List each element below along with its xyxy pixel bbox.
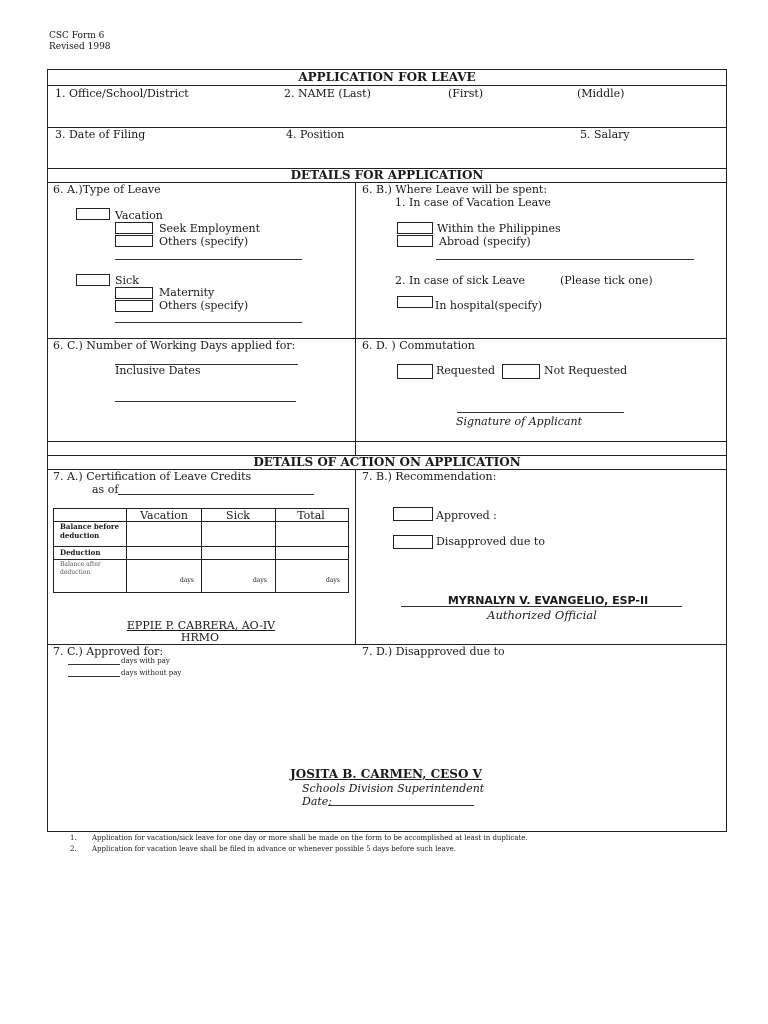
others-sick-line[interactable] bbox=[115, 322, 302, 323]
within-ph-checkbox[interactable] bbox=[397, 222, 433, 234]
not-requested-label: Not Requested bbox=[544, 364, 628, 377]
maternity-checkbox[interactable] bbox=[115, 287, 153, 299]
requested-label: Requested bbox=[436, 364, 496, 377]
approved-for-label: 7. C.) Approved for: bbox=[53, 645, 164, 658]
note-1-text: Application for vacation/sick leave for one day or more shall be made on the form to be accomplished at least in duplicate. bbox=[92, 834, 528, 842]
divider bbox=[47, 85, 727, 86]
days-unit-total: days bbox=[326, 577, 340, 584]
others-sick-checkbox[interactable] bbox=[115, 300, 153, 312]
not-requested-checkbox[interactable] bbox=[502, 364, 540, 379]
as-of-label: as of bbox=[92, 483, 119, 496]
office-label: 1. Office/School/District bbox=[55, 87, 189, 100]
abroad-line[interactable] bbox=[436, 259, 694, 260]
name-last-label: 2. NAME (Last) bbox=[284, 87, 371, 100]
without-pay-label: days without pay bbox=[121, 669, 182, 677]
action-title: DETAILS OF ACTION ON APPLICATION bbox=[253, 455, 521, 469]
name-middle-label: (Middle) bbox=[577, 87, 625, 100]
note-2-text: Application for vacation leave shall be filed in advance or whenever possible 5 days before such leave. bbox=[92, 845, 457, 853]
official-title: Authorized Official bbox=[487, 608, 597, 622]
maternity-label: Maternity bbox=[159, 286, 215, 299]
note-2-number: 2. bbox=[70, 845, 77, 853]
approved-checkbox[interactable] bbox=[393, 507, 433, 521]
vacation-checkbox[interactable] bbox=[76, 208, 110, 220]
row-deduction: Deduction bbox=[60, 548, 101, 557]
certification-label: 7. A.) Certification of Leave Credits bbox=[53, 470, 252, 483]
details-title: DETAILS FOR APPLICATION bbox=[290, 168, 484, 182]
form-title: APPLICATION FOR LEAVE bbox=[298, 70, 476, 84]
official-name: MYRNALYN V. EVANGELIO, ESP-II bbox=[447, 594, 649, 607]
row-balance-before: Balance before deduction bbox=[60, 522, 120, 540]
column-divider bbox=[355, 469, 356, 644]
vacation-label: Vacation bbox=[115, 209, 163, 222]
approved-label: Approved : bbox=[436, 509, 497, 522]
without-pay-line[interactable] bbox=[68, 676, 120, 677]
superintendent-name: JOSITA B. CARMEN, CESO V bbox=[290, 767, 482, 781]
seek-employment-label: Seek Employment bbox=[159, 222, 261, 235]
table-header-vacation: Vacation bbox=[140, 509, 188, 522]
days-unit-sick: days bbox=[253, 577, 267, 584]
where-spent-label: 6. B.) Where Leave will be spent: bbox=[362, 183, 548, 196]
superintendent-date-label: Date: bbox=[302, 795, 333, 808]
within-ph-label: Within the Philippines bbox=[437, 222, 561, 235]
row-balance-after: Balance after deduction bbox=[60, 561, 101, 576]
signature-line[interactable] bbox=[457, 412, 624, 413]
days-unit-vacation: days bbox=[180, 577, 194, 584]
disapproved-checkbox[interactable] bbox=[393, 535, 433, 549]
table-divider bbox=[201, 508, 202, 593]
tick-one-label: (Please tick one) bbox=[560, 274, 653, 287]
sick-label: Sick bbox=[115, 274, 139, 287]
form-revised: Revised 1998 bbox=[49, 42, 111, 52]
disapproved-reason-label: 7. D.) Disapproved due to bbox=[362, 645, 505, 658]
inclusive-dates-label: Inclusive Dates bbox=[115, 364, 201, 377]
commutation-label: 6. D. ) Commutation bbox=[362, 339, 475, 352]
disapproved-label: Disapproved due to bbox=[436, 535, 545, 548]
superintendent-date-line[interactable] bbox=[328, 805, 474, 806]
signature-label: Signature of Applicant bbox=[456, 415, 582, 428]
with-pay-label: days with pay bbox=[121, 657, 170, 665]
table-divider bbox=[275, 508, 276, 593]
abroad-checkbox[interactable] bbox=[397, 235, 433, 247]
table-divider bbox=[126, 508, 127, 593]
inclusive-dates-line[interactable] bbox=[115, 401, 296, 402]
others-vacation-line[interactable] bbox=[115, 259, 302, 260]
hospital-checkbox[interactable] bbox=[397, 296, 433, 308]
working-days-label: 6. C.) Number of Working Days applied for: bbox=[53, 339, 296, 352]
requested-checkbox[interactable] bbox=[397, 364, 433, 379]
form-code: CSC Form 6 bbox=[49, 31, 105, 41]
hospital-label: In hospital(specify) bbox=[435, 299, 543, 312]
table-header-total: Total bbox=[297, 509, 325, 522]
note-1-number: 1. bbox=[70, 834, 77, 842]
with-pay-line[interactable] bbox=[68, 664, 120, 665]
salary-label: 5. Salary bbox=[580, 128, 630, 141]
vacation-case-label: 1. In case of Vacation Leave bbox=[395, 196, 551, 209]
hrmo-name: EPPIE P. CABRERA, AO-IV bbox=[126, 619, 276, 632]
sick-case-label: 2. In case of sick Leave bbox=[395, 274, 526, 287]
recommendation-label: 7. B.) Recommendation: bbox=[362, 470, 497, 483]
date-filing-label: 3. Date of Filing bbox=[55, 128, 146, 141]
others-vacation-label: Others (specify) bbox=[159, 235, 249, 248]
superintendent-title: Schools Division Superintendent bbox=[302, 782, 485, 795]
abroad-label: Abroad (specify) bbox=[439, 235, 531, 248]
sick-checkbox[interactable] bbox=[76, 274, 110, 286]
others-sick-label: Others (specify) bbox=[159, 299, 249, 312]
others-vacation-checkbox[interactable] bbox=[115, 235, 153, 247]
table-header-sick: Sick bbox=[226, 509, 250, 522]
seek-employment-checkbox[interactable] bbox=[115, 222, 153, 234]
type-of-leave-label: 6. A.)Type of Leave bbox=[53, 183, 161, 196]
divider bbox=[47, 441, 727, 442]
name-first-label: (First) bbox=[448, 87, 484, 100]
as-of-line[interactable] bbox=[118, 494, 314, 495]
column-divider bbox=[355, 182, 356, 455]
position-label: 4. Position bbox=[286, 128, 345, 141]
hrmo-title: HRMO bbox=[180, 631, 220, 644]
